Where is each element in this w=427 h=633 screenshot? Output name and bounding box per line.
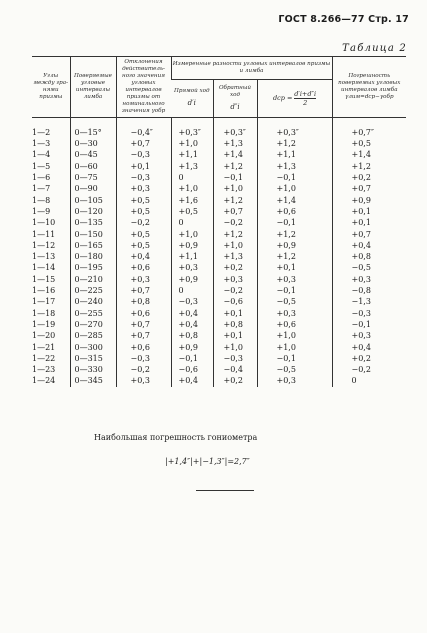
cell-reverse: +1,2 xyxy=(213,229,257,240)
table-row xyxy=(32,195,406,206)
cell-faces: 1—18 xyxy=(32,308,56,318)
cell-error: +1,2 xyxy=(332,161,406,172)
cell-faces: 1—19 xyxy=(32,319,56,329)
cell-average: −0,1 xyxy=(257,172,332,183)
col-header-forward-label: Прямой ход xyxy=(173,88,210,95)
cell-error: +1,4 xyxy=(332,149,406,160)
table-row xyxy=(32,375,406,386)
cell-average: +1,2 xyxy=(257,251,332,262)
cell-reverse: +0,2 xyxy=(213,262,257,273)
cell-deviation: +0,6 xyxy=(116,308,171,319)
data-table xyxy=(32,56,406,387)
cell-deviation: −0,4″ xyxy=(116,117,171,138)
cell-interval: 0—240 xyxy=(70,296,116,307)
col-header-deviation: Отклонения действительного значения угловых интервалов призмы от номинального значения γобр xyxy=(116,57,171,118)
table-row xyxy=(32,206,406,217)
cell-average: +0,3 xyxy=(257,274,332,285)
cell-error: −0,2 xyxy=(332,364,406,375)
cell-interval: 0—135 xyxy=(70,217,116,228)
cell-interval: 0—285 xyxy=(70,330,116,341)
cell-error: −0,3 xyxy=(332,308,406,319)
cell-forward: +0,5 xyxy=(171,206,213,217)
cell-interval: 0—60 xyxy=(70,161,116,172)
cell-error: +0,8 xyxy=(332,251,406,262)
cell-deviation: +0,3 xyxy=(116,274,171,285)
cell-average: +0,3 xyxy=(257,308,332,319)
cell-forward: +1,0 xyxy=(171,138,213,149)
cell-average: +1,4 xyxy=(257,195,332,206)
cell-forward: 0 xyxy=(171,285,213,296)
table-row xyxy=(32,117,406,138)
cell-average: +0,6 xyxy=(257,206,332,217)
cell-error: +0,7 xyxy=(332,183,406,194)
cell-interval: 0—30 xyxy=(70,138,116,149)
cell-error: +0,2 xyxy=(332,172,406,183)
cell-reverse: +0,1 xyxy=(213,330,257,341)
cell-forward: +0,9 xyxy=(171,274,213,285)
cell-error: +0,4 xyxy=(332,240,406,251)
table-row xyxy=(32,229,406,240)
cell-average: +1,2 xyxy=(257,229,332,240)
cell-forward: +0,4 xyxy=(171,308,213,319)
cell-deviation: +0,6 xyxy=(116,342,171,353)
cell-forward: +0,4 xyxy=(171,375,213,386)
cell-average: +0,3 xyxy=(257,375,332,386)
cell-forward: +0,4 xyxy=(171,319,213,330)
cell-forward: −0,3 xyxy=(171,296,213,307)
cell-faces: 1—11 xyxy=(32,229,56,239)
cell-reverse: −0,2 xyxy=(213,285,257,296)
cell-error: −0,1 xyxy=(332,319,406,330)
cell-faces: 1—12 xyxy=(32,240,56,250)
cell-faces: 1—23 xyxy=(32,365,56,375)
cell-error: −0,5 xyxy=(332,262,406,273)
cell-average: +1,0 xyxy=(257,330,332,341)
cell-interval: 0—345 xyxy=(70,375,116,386)
cell-forward: +0,9 xyxy=(171,240,213,251)
cell-error: +0,2 xyxy=(332,353,406,364)
table-row xyxy=(32,296,406,307)
cell-average: −0,1 xyxy=(257,353,332,364)
cell-deviation: +0,3 xyxy=(116,375,171,386)
cell-error: −0,8 xyxy=(332,285,406,296)
cell-forward: +1,1 xyxy=(171,149,213,160)
cell-reverse: +0,3″ xyxy=(213,117,257,138)
table-row xyxy=(32,251,406,262)
cell-faces: 1—24 xyxy=(32,376,56,386)
cell-reverse: +1,3 xyxy=(213,138,257,149)
cell-average: −0,5 xyxy=(257,364,332,375)
col-header-forward xyxy=(171,79,213,117)
table-row xyxy=(32,330,406,341)
cell-average: +0,6 xyxy=(257,319,332,330)
col-header-forward-symbol: d′i xyxy=(187,99,196,108)
cell-deviation: +0,3 xyxy=(116,183,171,194)
cell-faces: 1—20 xyxy=(32,331,56,341)
cell-deviation: −0,3 xyxy=(116,149,171,160)
cell-interval: 0—15° xyxy=(70,117,116,138)
cell-reverse: +1,2 xyxy=(213,161,257,172)
col-header-intervals: Поверяемые угловые интервалы лимба xyxy=(70,57,116,118)
table-row xyxy=(32,262,406,273)
cell-forward: +1,0 xyxy=(171,183,213,194)
cell-average: +0,3″ xyxy=(257,117,332,138)
cell-deviation: −0,3 xyxy=(116,353,171,364)
cell-faces: 1—7 xyxy=(32,184,51,194)
cell-error: +0,5 xyxy=(332,138,406,149)
cell-reverse: +1,2 xyxy=(213,195,257,206)
cell-forward: +1,3 xyxy=(171,161,213,172)
cell-faces: 1—5 xyxy=(32,161,51,171)
cell-deviation: +0,7 xyxy=(116,330,171,341)
cell-faces: 1—6 xyxy=(32,173,51,183)
col-header-faces: Углы между гранями призмы xyxy=(32,57,70,118)
cell-error: −1,3 xyxy=(332,296,406,307)
cell-reverse: +1,0 xyxy=(213,240,257,251)
cell-deviation: +0,7 xyxy=(116,319,171,330)
cell-reverse: +1,4 xyxy=(213,149,257,160)
cell-forward: +0,3″ xyxy=(171,117,213,138)
cell-reverse: +1,0 xyxy=(213,342,257,353)
cell-deviation: +0,5 xyxy=(116,229,171,240)
col-header-average-symbol: dср = xyxy=(272,93,293,102)
table-row xyxy=(32,308,406,319)
cell-forward: +0,9 xyxy=(171,342,213,353)
col-header-group-differences: Измеренные разности угловых интервалов призмы и лимба xyxy=(171,57,332,80)
cell-average: +1,1 xyxy=(257,149,332,160)
cell-error: +0,1 xyxy=(332,206,406,217)
cell-reverse: −0,4 xyxy=(213,364,257,375)
cell-average: +1,2 xyxy=(257,138,332,149)
cell-faces: 1—3 xyxy=(32,139,51,149)
cell-faces: 1—13 xyxy=(32,252,56,262)
col-header-average-denominator: 2 xyxy=(303,98,308,107)
cell-faces: 1—4 xyxy=(32,150,51,160)
cell-interval: 0—45 xyxy=(70,149,116,160)
cell-interval: 0—120 xyxy=(70,206,116,217)
cell-average: +1,0 xyxy=(257,183,332,194)
cell-forward: 0 xyxy=(171,217,213,228)
cell-error: +0,9 xyxy=(332,195,406,206)
table-row xyxy=(32,285,406,296)
cell-deviation: +0,8 xyxy=(116,296,171,307)
cell-deviation: −0,2 xyxy=(116,217,171,228)
cell-interval: 0—75 xyxy=(70,172,116,183)
table-row xyxy=(32,353,406,364)
cell-average: +0,9 xyxy=(257,240,332,251)
cell-deviation: −0,3 xyxy=(116,172,171,183)
cell-deviation: +0,5 xyxy=(116,206,171,217)
cell-average: +1,0 xyxy=(257,342,332,353)
table-row xyxy=(32,161,406,172)
cell-interval: 0—315 xyxy=(70,353,116,364)
cell-error: +0,1 xyxy=(332,217,406,228)
cell-reverse: +0,7 xyxy=(213,206,257,217)
table-row xyxy=(32,217,406,228)
table-row xyxy=(32,342,406,353)
cell-error: +0,7 xyxy=(332,229,406,240)
cell-faces: 1—2 xyxy=(32,127,51,137)
cell-reverse: +0,2 xyxy=(213,375,257,386)
cell-faces: 1—17 xyxy=(32,297,56,307)
cell-forward: +1,0 xyxy=(171,229,213,240)
cell-forward: −0,1 xyxy=(171,353,213,364)
table-caption: Таблица 2 xyxy=(342,43,407,54)
cell-faces: 1—15 xyxy=(32,274,56,284)
cell-interval: 0—195 xyxy=(70,262,116,273)
cell-deviation: +0,1 xyxy=(116,161,171,172)
cell-interval: 0—330 xyxy=(70,364,116,375)
cell-reverse: +1,0 xyxy=(213,183,257,194)
cell-reverse: −0,6 xyxy=(213,296,257,307)
cell-reverse: +1,3 xyxy=(213,251,257,262)
cell-deviation: +0,5 xyxy=(116,195,171,206)
cell-deviation: −0,2 xyxy=(116,364,171,375)
cell-forward: +0,8 xyxy=(171,330,213,341)
cell-faces: 1—10 xyxy=(32,218,56,228)
cell-average: −0,5 xyxy=(257,296,332,307)
max-error-note: Наибольшая погрешность гониометра xyxy=(94,433,258,442)
cell-interval: 0—210 xyxy=(70,274,116,285)
col-header-reverse-label: Обратный ход xyxy=(218,84,252,98)
table-row xyxy=(32,183,406,194)
table-row xyxy=(32,172,406,183)
table-row xyxy=(32,364,406,375)
cell-interval: 0—165 xyxy=(70,240,116,251)
col-header-reverse xyxy=(213,79,257,117)
cell-reverse: +0,1 xyxy=(213,308,257,319)
col-header-average xyxy=(257,79,332,117)
divider-rule xyxy=(196,490,254,491)
cell-interval: 0—255 xyxy=(70,308,116,319)
cell-faces: 1—8 xyxy=(32,195,51,205)
col-header-error: Погрешность поверяемых угловых интервалов лимба γлим=dср−γобр xyxy=(332,57,406,118)
cell-average: +1,3 xyxy=(257,161,332,172)
cell-forward: 0 xyxy=(171,172,213,183)
cell-interval: 0—225 xyxy=(70,285,116,296)
cell-faces: 1—16 xyxy=(32,286,56,296)
cell-interval: 0—300 xyxy=(70,342,116,353)
table-row xyxy=(32,149,406,160)
cell-faces: 1—9 xyxy=(32,206,51,216)
cell-interval: 0—180 xyxy=(70,251,116,262)
cell-reverse: +0,3 xyxy=(213,274,257,285)
cell-average: +0,1 xyxy=(257,262,332,273)
cell-error: +0,3 xyxy=(332,330,406,341)
cell-forward: +1,6 xyxy=(171,195,213,206)
cell-deviation: +0,6 xyxy=(116,262,171,273)
cell-error: +0,3 xyxy=(332,274,406,285)
cell-deviation: +0,4 xyxy=(116,251,171,262)
cell-interval: 0—105 xyxy=(70,195,116,206)
table-row xyxy=(32,240,406,251)
cell-average: −0,1 xyxy=(257,217,332,228)
table-row xyxy=(32,138,406,149)
cell-forward: +1,1 xyxy=(171,251,213,262)
cell-forward: +0,3 xyxy=(171,262,213,273)
max-error-formula: |+1,4″|+|−1,3″|=2,7″ xyxy=(165,457,250,466)
cell-reverse: +0,8 xyxy=(213,319,257,330)
cell-faces: 1—21 xyxy=(32,342,56,352)
col-header-reverse-symbol: d″i xyxy=(230,102,240,111)
cell-deviation: +0,7 xyxy=(116,285,171,296)
table-row xyxy=(32,274,406,285)
cell-reverse: −0,1 xyxy=(213,172,257,183)
cell-error: +0,7″ xyxy=(332,117,406,138)
table-row xyxy=(32,319,406,330)
cell-forward: −0,6 xyxy=(171,364,213,375)
cell-deviation: +0,7 xyxy=(116,138,171,149)
cell-deviation: +0,5 xyxy=(116,240,171,251)
cell-reverse: −0,2 xyxy=(213,217,257,228)
cell-interval: 0—150 xyxy=(70,229,116,240)
cell-interval: 0—270 xyxy=(70,319,116,330)
cell-faces: 1—22 xyxy=(32,353,56,363)
cell-error: +0,4 xyxy=(332,342,406,353)
cell-average: −0,1 xyxy=(257,285,332,296)
cell-interval: 0—90 xyxy=(70,183,116,194)
cell-faces: 1—14 xyxy=(32,263,56,273)
col-header-average-numerator: d′i+d″i xyxy=(294,89,317,98)
page-header: ГОСТ 8.266—77 Стр. 17 xyxy=(278,14,409,25)
cell-reverse: −0,3 xyxy=(213,353,257,364)
cell-error: 0 xyxy=(332,375,406,386)
